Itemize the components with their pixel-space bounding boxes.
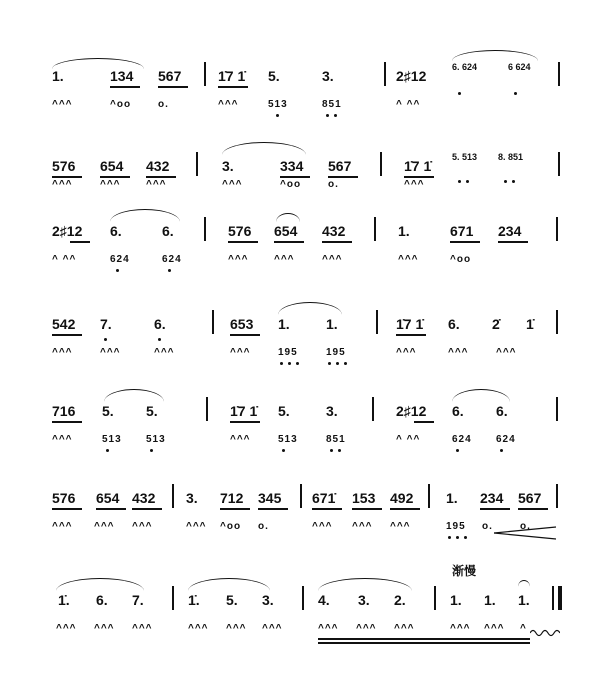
note-group: 6. <box>452 403 464 419</box>
accent-marks: ^^^ <box>322 254 343 265</box>
accent-marks: ^^^ <box>132 521 153 532</box>
score-row-1 <box>0 50 607 120</box>
barline <box>556 217 558 241</box>
accent-marks: ^ <box>520 623 527 634</box>
underline <box>110 86 140 88</box>
note-group: 576 <box>52 490 76 506</box>
note-group: 576 <box>228 223 252 239</box>
underline <box>404 176 434 178</box>
low-dot <box>288 362 291 365</box>
accent-marks: ^^^ <box>146 179 167 190</box>
low-dot <box>512 180 515 183</box>
accent-marks: ^^^ <box>52 347 73 358</box>
accent-marks: ^^^ <box>100 347 121 358</box>
score-row-2 <box>0 140 607 210</box>
accent-marks: 195 <box>326 347 346 358</box>
barline <box>300 484 302 508</box>
underline <box>274 241 304 243</box>
accent-marks: 624 <box>110 254 130 265</box>
accent-marks: 195 <box>446 521 466 532</box>
accent-marks: ^^^ <box>230 347 251 358</box>
barline <box>204 217 206 241</box>
note-group: 432 <box>146 158 170 174</box>
accent-marks: ^^^ <box>262 623 283 634</box>
note-group: 5. <box>226 592 238 608</box>
note-group: 1. <box>326 316 338 332</box>
note-group: 7. <box>132 592 144 608</box>
underline <box>390 508 420 510</box>
slur <box>318 578 412 591</box>
underline <box>100 176 130 178</box>
low-dot <box>326 114 329 117</box>
note-group: 1̇. <box>188 592 200 608</box>
low-dot <box>150 449 153 452</box>
underline <box>218 86 248 88</box>
underline <box>96 508 126 510</box>
underline <box>70 241 90 243</box>
tempo-marking: 渐慢 <box>452 564 477 578</box>
underline <box>312 508 342 510</box>
accent-marks: ^^^ <box>52 434 73 445</box>
accent-marks: o. <box>482 521 493 532</box>
note-group: 1. <box>398 223 410 239</box>
low-dot <box>158 338 161 341</box>
note-group: 1. <box>484 592 496 608</box>
slur <box>452 50 538 61</box>
slur <box>110 209 180 222</box>
accent-marks: 195 <box>278 347 298 358</box>
note-group: 5. <box>278 403 290 419</box>
underline <box>280 176 310 178</box>
note-group: 3. <box>322 68 334 84</box>
underline <box>414 421 434 423</box>
underline <box>480 508 510 510</box>
accent-marks: ^^^ <box>484 623 505 634</box>
note-group: 654 <box>274 223 298 239</box>
underline <box>518 508 548 510</box>
fermata <box>518 580 530 587</box>
final-barline <box>558 586 562 610</box>
note-group: 5. 513 <box>452 152 478 162</box>
note-group: 234 <box>498 223 522 239</box>
note-group: 4. <box>318 592 330 608</box>
underline <box>498 241 528 243</box>
underline <box>220 508 250 510</box>
accent-marks: ^^^ <box>188 623 209 634</box>
hairpin-decrescendo <box>494 526 558 540</box>
underline <box>228 241 258 243</box>
note-group: 1̇7 1̇ <box>218 68 246 84</box>
note-group: 153 <box>352 490 376 506</box>
note-group: 712 <box>220 490 244 506</box>
note-group: 6. <box>110 223 122 239</box>
barline <box>204 62 206 86</box>
accent-marks: 624 <box>496 434 516 445</box>
barline <box>372 397 374 421</box>
accent-marks: 513 <box>146 434 166 445</box>
accent-marks: 851 <box>326 434 346 445</box>
slur <box>56 578 144 591</box>
note-group: 3. <box>222 158 234 174</box>
score-row-4 <box>0 298 607 368</box>
accent-marks: ^^^ <box>394 623 415 634</box>
low-dot <box>504 180 507 183</box>
accent-marks: ^^^ <box>52 179 73 190</box>
low-dot <box>456 449 459 452</box>
note-group: 1̇7 1̇ <box>230 403 258 419</box>
barline <box>376 310 378 334</box>
note-group: 5. <box>268 68 280 84</box>
note-group: 1. <box>518 592 530 608</box>
note-group: 432 <box>132 490 156 506</box>
low-dot <box>276 114 279 117</box>
barline <box>206 397 208 421</box>
note-group: 1. <box>446 490 458 506</box>
note-group: 334 <box>280 158 304 174</box>
note-group: 1. <box>450 592 462 608</box>
low-dot <box>464 536 467 539</box>
note-group: 134 <box>110 68 134 84</box>
slur <box>104 389 164 402</box>
accent-marks: ^^^ <box>390 521 411 532</box>
score-row-3 <box>0 205 607 275</box>
low-dot <box>116 269 119 272</box>
barline <box>380 152 382 176</box>
accent-marks: ^^^ <box>94 521 115 532</box>
underline <box>230 334 260 336</box>
note-group: 716 <box>52 403 76 419</box>
note-group: 3. <box>262 592 274 608</box>
low-dot <box>282 449 285 452</box>
accent-marks: ^^^ <box>398 254 419 265</box>
underline <box>146 176 176 178</box>
accent-marks: ^^^ <box>356 623 377 634</box>
note-group: 234 <box>480 490 504 506</box>
barline <box>558 62 560 86</box>
note-group: 567 <box>328 158 352 174</box>
accent-marks: ^^^ <box>448 347 469 358</box>
accent-marks: ^^^ <box>52 99 73 110</box>
slur <box>276 213 300 222</box>
accent-marks: ^^^ <box>404 179 425 190</box>
note-group: 5. <box>102 403 114 419</box>
note-group: 1. <box>278 316 290 332</box>
note-group: 1̇. <box>58 592 70 608</box>
note-group: 654 <box>100 158 124 174</box>
note-group: 6. <box>448 316 460 332</box>
low-dot <box>466 180 469 183</box>
score-row-6 <box>0 472 607 542</box>
barline <box>552 586 554 610</box>
note-group: 567 <box>518 490 542 506</box>
note-group: 2♯12 <box>396 403 427 419</box>
accent-marks: ^^^ <box>186 521 207 532</box>
accent-marks: ^^^ <box>396 347 417 358</box>
accent-marks: 624 <box>452 434 472 445</box>
accent-marks: 513 <box>268 99 288 110</box>
note-group: 1̇7 1̇ <box>404 158 432 174</box>
slur <box>452 389 510 402</box>
barline <box>212 310 214 334</box>
accent-marks: o. <box>328 179 339 190</box>
note-group: 671 <box>450 223 474 239</box>
accent-marks: ^ ^^ <box>396 434 421 445</box>
note-group: 567 <box>158 68 182 84</box>
slur <box>188 578 270 591</box>
score-row-7 <box>0 566 607 636</box>
note-group: 492 <box>390 490 414 506</box>
accent-marks: ^^^ <box>230 434 251 445</box>
note-group: 7. <box>100 316 112 332</box>
low-dot <box>104 338 107 341</box>
underline <box>322 241 352 243</box>
note-group: 1. <box>52 68 64 84</box>
barline <box>172 484 174 508</box>
underline <box>52 508 82 510</box>
accent-marks: ^^^ <box>274 254 295 265</box>
note-group: 432 <box>322 223 346 239</box>
barline <box>556 310 558 334</box>
low-dot <box>106 449 109 452</box>
accent-marks: ^^^ <box>450 623 471 634</box>
accent-marks: ^oo <box>110 99 132 110</box>
accent-marks: ^^^ <box>154 347 175 358</box>
barline <box>556 484 558 508</box>
note-group: 6 624 <box>508 62 531 72</box>
note-group: 576 <box>52 158 76 174</box>
accent-marks: ^oo <box>220 521 242 532</box>
low-dot <box>500 449 503 452</box>
accent-marks: ^ ^^ <box>52 254 77 265</box>
underline <box>132 508 162 510</box>
note-group: 8. 851 <box>498 152 524 162</box>
accent-marks: ^^^ <box>218 99 239 110</box>
note-group: 542 <box>52 316 76 332</box>
underline <box>396 334 426 336</box>
accent-marks: ^^^ <box>352 521 373 532</box>
note-group: 6. <box>162 223 174 239</box>
accent-marks: ^^^ <box>132 623 153 634</box>
accent-marks: ^^^ <box>94 623 115 634</box>
accent-marks: ^^^ <box>52 521 73 532</box>
underline <box>158 86 188 88</box>
note-group: 653 <box>230 316 254 332</box>
note-group: 3. <box>358 592 370 608</box>
accent-marks: o. <box>520 521 531 532</box>
low-dot <box>296 362 299 365</box>
low-dot <box>338 449 341 452</box>
note-group: 2♯12 <box>52 223 83 239</box>
barline <box>374 217 376 241</box>
underline <box>328 176 358 178</box>
accent-marks: ^^^ <box>100 179 121 190</box>
low-dot <box>448 536 451 539</box>
accent-marks: 513 <box>102 434 122 445</box>
accent-marks: ^oo <box>450 254 472 265</box>
barline <box>384 62 386 86</box>
low-dot <box>330 449 333 452</box>
accent-marks: o. <box>158 99 169 110</box>
accent-marks: ^oo <box>280 179 302 190</box>
note-group: 6. 624 <box>452 62 478 72</box>
note-group: 5. <box>146 403 158 419</box>
accent-marks: ^^^ <box>312 521 333 532</box>
underline <box>52 421 82 423</box>
note-group: 2. <box>394 592 406 608</box>
low-dot <box>344 362 347 365</box>
note-group: 345 <box>258 490 282 506</box>
accent-marks: ^^^ <box>318 623 339 634</box>
note-group: 6. <box>154 316 166 332</box>
note-group: 3. <box>326 403 338 419</box>
slur <box>222 142 306 155</box>
barline <box>556 397 558 421</box>
low-dot <box>336 362 339 365</box>
low-dot <box>514 92 517 95</box>
barline <box>196 152 198 176</box>
low-dot <box>458 180 461 183</box>
accent-marks: 513 <box>278 434 298 445</box>
note-group: 2♯12 <box>396 68 427 84</box>
low-dot <box>334 114 337 117</box>
barline <box>302 586 304 610</box>
note-group: 6. <box>496 403 508 419</box>
underline <box>52 334 82 336</box>
note-group: 671̇ <box>312 490 336 506</box>
low-dot <box>328 362 331 365</box>
note-group: 6. <box>96 592 108 608</box>
barline <box>172 586 174 610</box>
accent-marks: ^^^ <box>56 623 77 634</box>
barline <box>428 484 430 508</box>
underline <box>230 421 260 423</box>
slur <box>278 302 342 315</box>
low-dot <box>456 536 459 539</box>
low-dot <box>280 362 283 365</box>
accent-marks: ^^^ <box>222 179 243 190</box>
accent-marks: o. <box>258 521 269 532</box>
accent-marks: ^ ^^ <box>396 99 421 110</box>
low-dot <box>168 269 171 272</box>
accent-marks: ^^^ <box>496 347 517 358</box>
sustain-line <box>318 642 530 644</box>
score-row-5 <box>0 385 607 455</box>
accent-marks: ^^^ <box>226 623 247 634</box>
note-group: 3. <box>186 490 198 506</box>
note-group: 1̇ <box>526 316 534 332</box>
note-group: 654 <box>96 490 120 506</box>
sustain-line <box>318 638 530 640</box>
barline <box>558 152 560 176</box>
barline <box>434 586 436 610</box>
note-group: 2̇ <box>492 316 500 332</box>
trill-wave <box>530 628 560 638</box>
underline <box>258 508 288 510</box>
low-dot <box>458 92 461 95</box>
accent-marks: 851 <box>322 99 342 110</box>
underline <box>352 508 382 510</box>
note-group: 1̇7 1̇ <box>396 316 424 332</box>
underline <box>52 176 82 178</box>
accent-marks: 624 <box>162 254 182 265</box>
accent-marks: ^^^ <box>228 254 249 265</box>
underline <box>450 241 480 243</box>
